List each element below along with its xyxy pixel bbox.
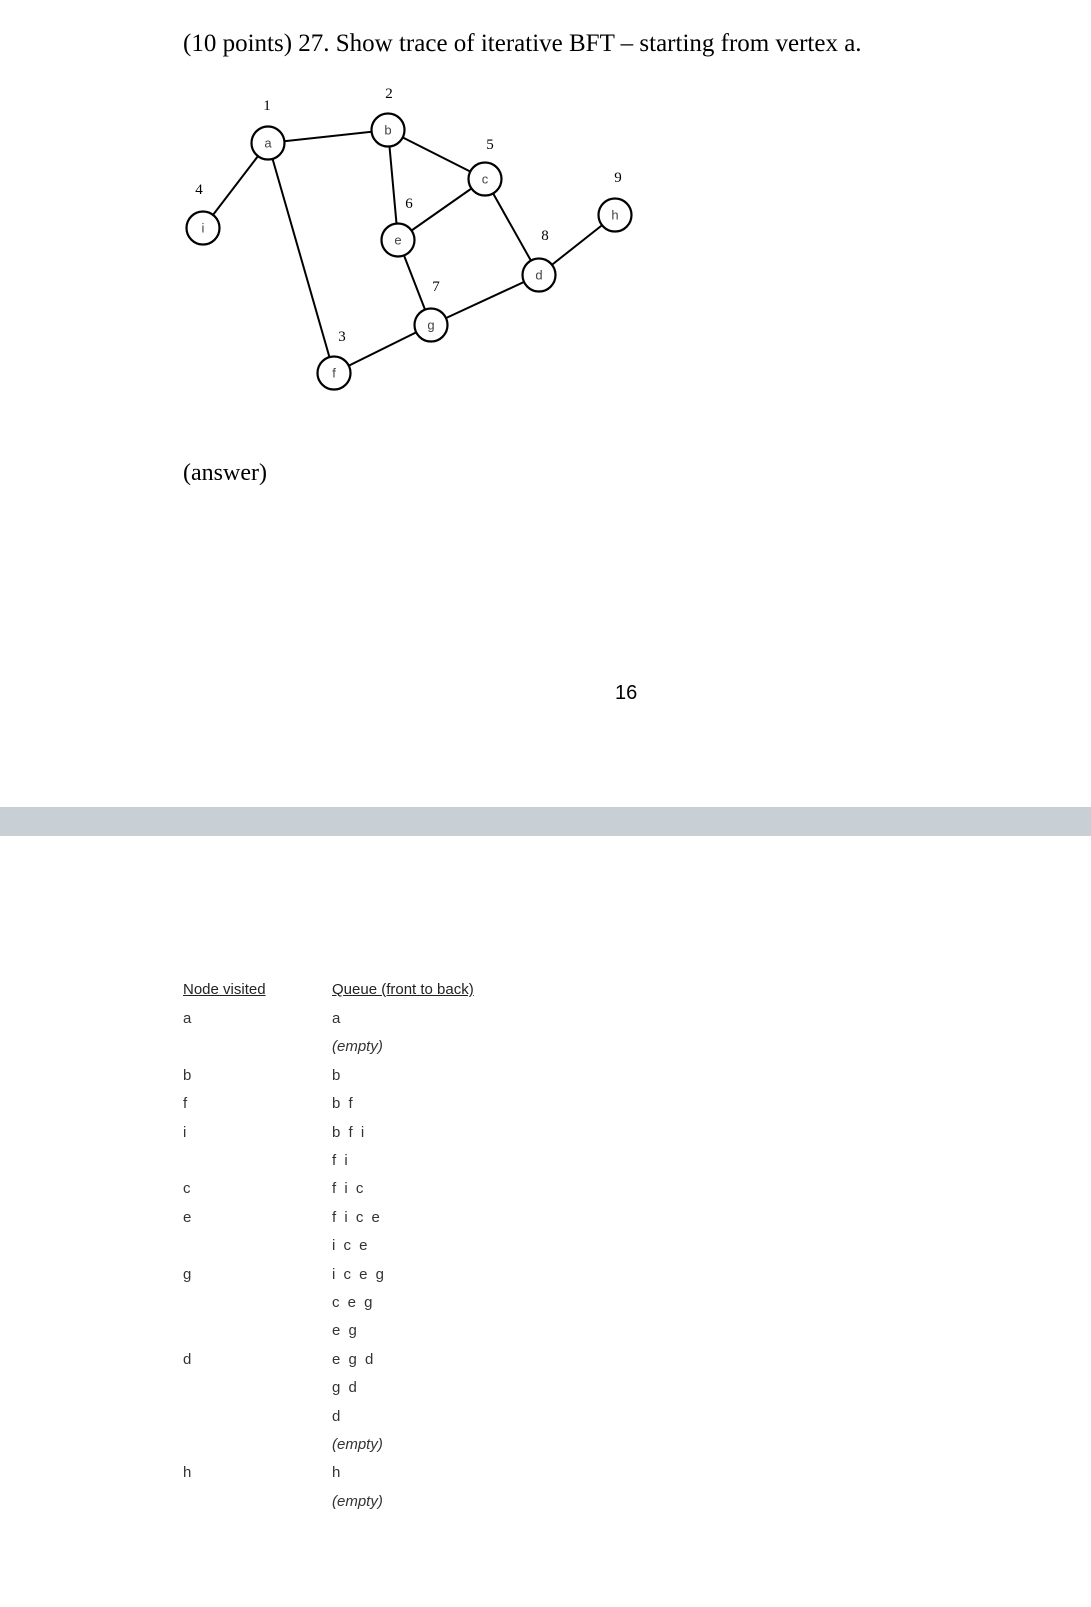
trace-queue-cell: e g d <box>332 1350 376 1368</box>
trace-row <box>0 1124 600 1144</box>
trace-queue-cell: i c e <box>332 1237 370 1255</box>
trace-row <box>0 1436 600 1456</box>
vertex-label: f <box>332 365 336 381</box>
vertex-label: b <box>384 122 392 138</box>
answer-label: (answer) <box>183 460 267 486</box>
trace-row <box>0 1379 600 1399</box>
queue-header: Queue (front to back) <box>332 981 474 998</box>
vertex-i <box>187 212 220 245</box>
trace-queue-cell: f i <box>332 1152 350 1169</box>
trace-node-cell: c <box>183 1180 191 1198</box>
page-divider <box>0 807 1091 836</box>
trace-queue-cell: a <box>332 1010 343 1027</box>
trace-queue-cell: b <box>332 1066 343 1084</box>
trace-row <box>0 1294 600 1314</box>
vertex-label: i <box>201 220 205 236</box>
trace-row <box>0 1095 600 1115</box>
order-label: 5 <box>486 137 494 153</box>
trace-queue-cell: (empty) <box>332 1436 383 1453</box>
trace-queue-cell: (empty) <box>332 1038 383 1056</box>
trace-node-cell: h <box>183 1464 192 1482</box>
trace-node-cell: d <box>183 1350 192 1368</box>
vertex-h <box>599 199 632 232</box>
trace-queue-cell: b f i <box>332 1123 367 1141</box>
graph-vertices <box>187 114 632 390</box>
trace-queue-cell: i c e g <box>332 1265 387 1283</box>
trace-queue-cell: f i c e <box>332 1208 382 1226</box>
order-label: 3 <box>338 329 346 345</box>
trace-queue-cell: g d <box>332 1379 359 1397</box>
trace-row <box>0 1351 600 1371</box>
vertex-a <box>252 127 285 160</box>
question-text: (10 points) 27. Show trace of iterative BFT – starting from vertex a. <box>183 30 862 57</box>
vertex-d <box>523 259 556 292</box>
trace-node-cell: b <box>183 1066 192 1084</box>
page-number: 16 <box>615 682 638 704</box>
trace-row <box>0 1038 600 1058</box>
vertex-e <box>382 224 415 257</box>
trace-row <box>0 1493 600 1513</box>
trace-row <box>0 1152 600 1172</box>
node-visited-header: Node visited <box>183 981 266 998</box>
graph-order-labels <box>195 86 622 345</box>
order-label: 8 <box>541 228 549 244</box>
order-label: 9 <box>614 170 622 186</box>
trace-queue-cell: d <box>332 1407 343 1425</box>
edge-a-b <box>268 130 388 143</box>
vertex-label: a <box>264 135 272 151</box>
trace-row <box>0 1408 600 1428</box>
vertex-f <box>318 357 351 390</box>
order-label: 7 <box>432 279 440 295</box>
trace-queue-cell: e g <box>332 1322 359 1340</box>
trace-queue-cell: b f <box>332 1095 355 1113</box>
trace-node-cell: f <box>183 1095 188 1113</box>
trace-node-cell: i <box>183 1123 187 1141</box>
vertex-label: e <box>394 232 402 248</box>
trace-queue-cell: f i c <box>332 1180 366 1198</box>
order-label: 1 <box>263 98 271 114</box>
edge-a-f <box>268 143 334 373</box>
trace-node-cell: e <box>183 1208 192 1226</box>
trace-row <box>0 1464 600 1484</box>
edge-d-g <box>431 275 539 325</box>
trace-queue-cell: c e g <box>332 1294 375 1311</box>
vertex-label: g <box>427 317 435 333</box>
order-label: 2 <box>385 86 393 102</box>
trace-queue-cell: (empty) <box>332 1492 383 1510</box>
trace-queue-cell: h <box>332 1464 343 1482</box>
trace-row <box>0 1322 600 1342</box>
vertex-c <box>469 163 502 196</box>
vertex-b <box>372 114 405 147</box>
order-label: 4 <box>195 182 203 198</box>
vertex-g <box>415 309 448 342</box>
trace-row <box>0 1010 600 1030</box>
order-label: 6 <box>405 196 413 212</box>
trace-node-cell: a <box>183 1010 192 1027</box>
trace-row <box>0 1209 600 1229</box>
trace-row <box>0 1237 600 1257</box>
trace-row <box>0 1067 600 1087</box>
trace-row <box>0 1266 600 1286</box>
trace-row <box>0 1180 600 1200</box>
vertex-label: h <box>611 207 619 223</box>
bft-graph-figure <box>0 0 700 420</box>
vertex-label: c <box>481 171 489 187</box>
vertex-label: d <box>535 267 543 283</box>
trace-node-cell: g <box>183 1265 192 1283</box>
